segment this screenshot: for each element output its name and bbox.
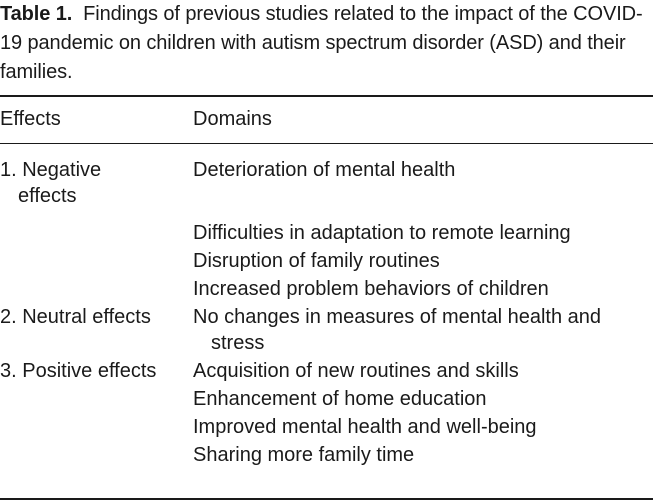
top-rule — [0, 95, 653, 97]
domain-item-continuation: stress — [211, 332, 265, 354]
header-domains: Domains — [193, 108, 272, 130]
domain-item: Increased problem behaviors of children — [193, 278, 549, 300]
domain-item: No changes in measures of mental health and — [193, 306, 602, 328]
effect-negative-line1: 1. Negative — [0, 159, 102, 181]
domain-item: Acquisition of new routines and skills — [193, 360, 519, 382]
header-rule — [0, 143, 653, 144]
domain-item: Difficulties in adaptation to remote learning — [193, 222, 571, 244]
effect-positive: 3. Positive effects — [0, 360, 157, 382]
table-label: Table 1. — [0, 3, 73, 25]
bottom-rule — [0, 498, 653, 500]
table-caption — [0, 0, 650, 87]
effect-negative-line2: effects — [18, 185, 77, 207]
domain-item: Disruption of family routines — [193, 250, 440, 272]
effect-neutral: 2. Neutral effects — [0, 306, 151, 328]
domain-item: Enhancement of home education — [193, 388, 487, 410]
domain-item: Sharing more family time — [193, 444, 415, 466]
domain-item: Deterioration of mental health — [193, 159, 456, 181]
domain-item: Improved mental health and well-being — [193, 416, 537, 438]
table-caption-text: Findings of previous studies related to the impact of the COVID-19 pandemic on children with autism spectrum disorder (ASD) and their families. — [0, 3, 643, 83]
header-effects: Effects — [0, 108, 61, 130]
